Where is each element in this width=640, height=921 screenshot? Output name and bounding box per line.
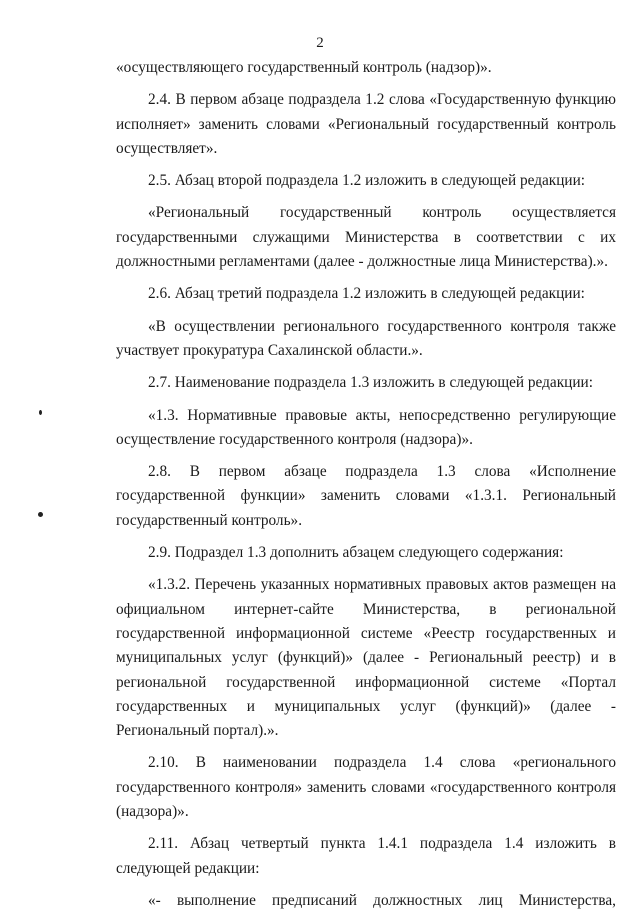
- paragraph-2-9: 2.9. Подраздел 1.3 дополнить абзацем следующего содержания:: [148, 544, 564, 562]
- paragraph-2-8: 2.8. В первом абзаце подраздела 1.3 слова «Исполнение государственной функции» заменить словами «1.3.1. Региональный государственный контроль».: [116, 463, 616, 529]
- paragraph-2-11-quote: «- выполнение предписаний должностных лиц Министерства,: [148, 891, 616, 909]
- paragraph-2-11: 2.11. Абзац четвертый пункта 1.4.1 подраздела 1.4 изложить в следующей редакции:: [116, 835, 616, 877]
- paragraph-continuation: «осуществляющего государственный контроль (надзор)».: [116, 59, 492, 76]
- paragraph-2-4: 2.4. В первом абзаце подраздела 1.2 слова «Государственную функцию исполняет» заменить словами «Региональный государственный контроль осуществляет».: [116, 91, 616, 157]
- scan-speck: [39, 410, 42, 415]
- paragraph-2-9-quote: «1.3.2. Перечень указанных нормативных правовых актов размещен на официальном интернет-сайте Министерства, в региональной государственной информационной системе «Реестр государственных и муниципальных услуг (функций)» (далее - Региональный реестр) и в региональной государственной информационной системе «Портал государственных и муниципальных услуг (функций)» (далее - Региональный портал).».: [116, 576, 616, 740]
- paragraph-2-6-quote: «В осуществлении регионального государственного контроля также участвует прокуратура Сахалинской области.».: [116, 317, 616, 359]
- paragraph-2-5-quote: «Региональный государственный контроль осуществляется государственными служащими Министерства в соответствии с их должностными регламентами (далее - должностные лица Министерства).».: [116, 204, 616, 271]
- paragraph-2-10: 2.10. В наименовании подраздела 1.4 слова «регионального государственного контроля» заменить словами «государственного контроля (надзора)».: [116, 754, 616, 821]
- paragraph-2-7-quote: «1.3. Нормативные правовые акты, непосредственно регулирующие осуществление государственного контроля (надзора)».: [116, 406, 616, 448]
- scan-speck: [38, 512, 43, 517]
- paragraph-2-7: 2.7. Наименование подраздела 1.3 изложить в следующей редакции:: [148, 374, 593, 392]
- paragraph-2-6: 2.6. Абзац третий подраздела 1.2 изложить в следующей редакции:: [148, 285, 585, 303]
- document-body: [116, 56, 616, 921]
- page-number: 2: [316, 35, 324, 51]
- paragraph-2-5: 2.5. Абзац второй подраздела 1.2 изложить в следующей редакции:: [148, 172, 586, 190]
